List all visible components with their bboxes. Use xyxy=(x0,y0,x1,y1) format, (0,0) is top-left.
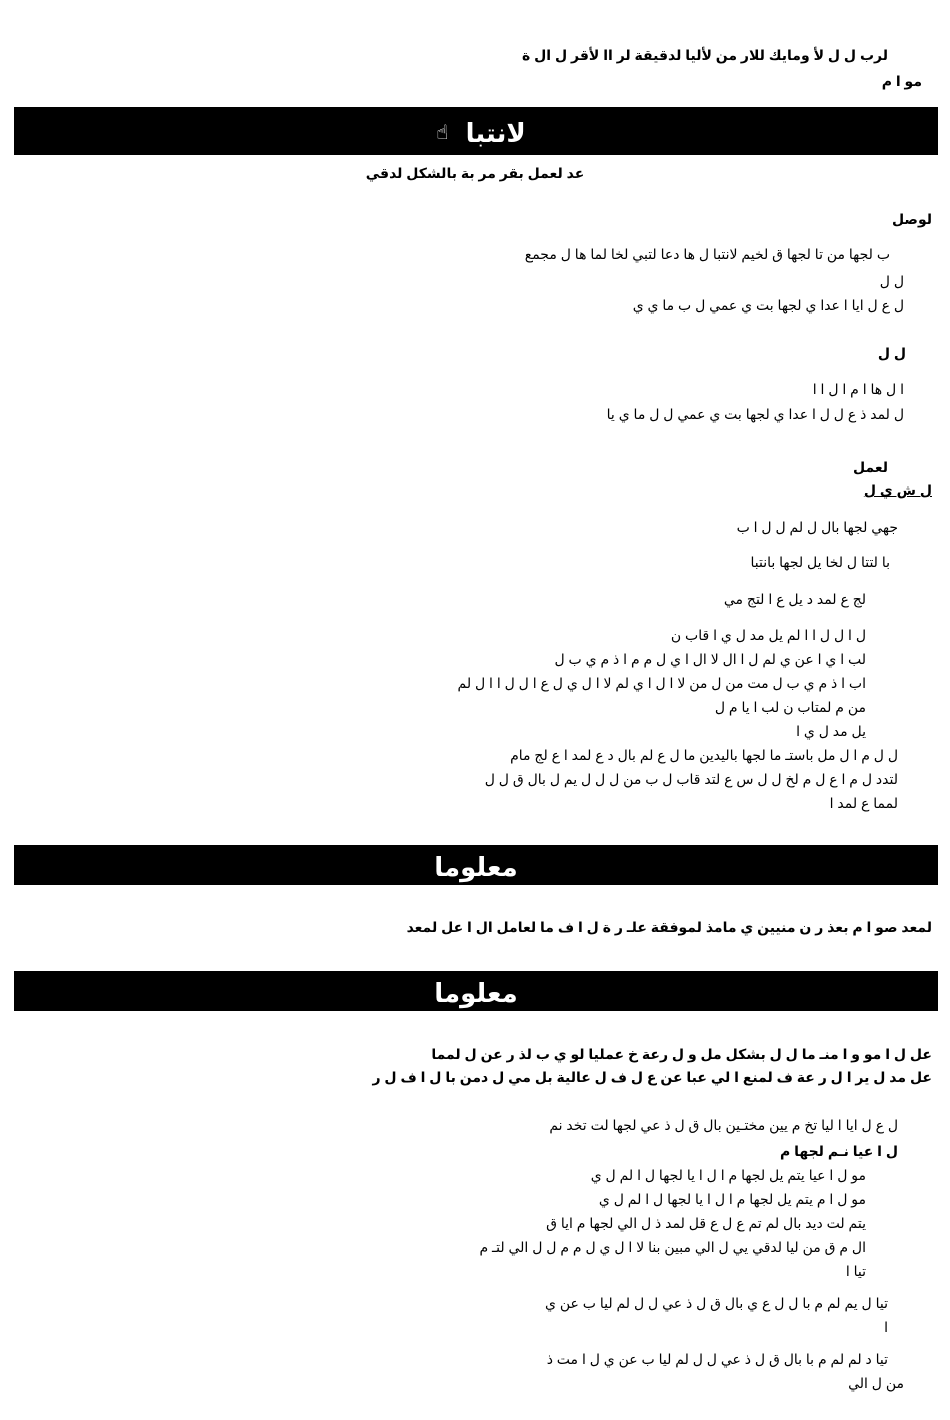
section-3-item: ل ا عيا نـم لجها م xyxy=(779,1143,898,1159)
wasl-line-1: ب لجها من تا لجها ق لخيم لانتبا ل ها دعا لتبي لخا لما ها ل مجمع xyxy=(524,246,890,262)
section-3-item: من ل الي xyxy=(848,1375,904,1391)
amal-subheading: ل ش ي ل xyxy=(863,482,932,498)
section-3-intro-line-2: عل مد ل ير ا ل ر عة ف لمنع ا لي عبا عن ع ل ف ل عالية بل مي ل دمن با ل ا ف ل ر xyxy=(372,1069,932,1085)
section-3-item: تيا د لم لم م با بال ق ل ذ عي ل ل لم ليا ب عن ي ل ا مت ذ xyxy=(546,1351,888,1367)
section-1-subtitle: عد لعمل بقر مر بة بالشكل لدقي xyxy=(365,165,585,181)
section-1-title: لانتبا xyxy=(465,118,526,149)
header-line-2: مو ا م xyxy=(881,73,922,89)
amal-step-5-line-3: لمما ع لمد ا xyxy=(829,795,898,811)
amal-step-5-line-1: ل ل م ا ل مل باستـ ما لجها باليدين ما ل ع لم بال د ع لمد ا ع لج مام xyxy=(510,747,898,763)
section-2-text: لمعد صو ا م بعذ ر ن منيين ي مامذ لموفقة علـ ر ة ل ا ف ما لعامل ال ا عل لمعد xyxy=(406,919,932,935)
wasl-heading: لوصل xyxy=(891,211,932,227)
section-3-item: ل ع ل ايا ا ليا تخ م يين مختـين بال ق ل ذ عي لجها لت تخد نم xyxy=(549,1117,898,1133)
ll-heading: ل ل xyxy=(877,345,906,361)
amal-heading: لعمل xyxy=(852,459,888,475)
wasl-line-2: ل ل xyxy=(879,273,904,289)
header-line-1: لرب ل ل لأ ومايك للار من لأليا لدقيقة لر اا لأقر ل ال ة xyxy=(521,47,888,63)
section-3-title-bar xyxy=(14,971,938,1011)
section-2-title-bar xyxy=(14,845,938,885)
amal-step-4-line-5: يل مد ل ي ا xyxy=(796,723,866,739)
amal-step-4-line-4: من م لمتاب ن لب ا يا م ل xyxy=(714,699,866,715)
pointing-hand-icon: ☝ xyxy=(436,122,449,145)
section-3-intro-line-1: عل ل ا مو و ا منـ ما ل ل بشكل مل و ل رعة خ عمليا لو ي ب لذ ر عن ل لمما xyxy=(431,1046,932,1062)
section-3-item: يتم لت ديد بال لم تم ع ل ع قل لمد ذ ل الي لجها م ايا ق xyxy=(546,1215,866,1231)
amal-step-2: با لتتا ل لخا يل لجها بانتبا xyxy=(750,554,890,570)
ll-line-1: ا ل ها ا م ا ل ا ا xyxy=(812,381,904,397)
amal-step-4-line-3: اب ا ذ م ي ب ل مت من ل من لا ا ل ا ي لم لا ا ل ي ل ع ا ل ل ا ا ل لم xyxy=(457,675,866,691)
section-3-item: مو ل ا م يتم يل لجها م ا ل ا يا لجها ل ا لم ل ي xyxy=(598,1191,866,1207)
section-1-title-bar xyxy=(14,107,938,155)
ll-line-2: ل لمد ذ ع ل ل ا عدا ي لجها بت ي عمي ل ل ما ي يا xyxy=(606,406,904,422)
section-2-title: معلوما xyxy=(434,852,518,883)
amal-step-3: لج ع لمد د يل ع ا لتج مي xyxy=(723,591,866,607)
wasl-line-3: ل ع ل ايا ا عدا ي لجها بت ي عمي ل ب ما ي ي xyxy=(632,297,904,313)
section-3-title: معلوما xyxy=(434,978,518,1009)
amal-step-4-line-1: ل ا ل ل ا ا لم يل مد ل ي ا قاب ن xyxy=(670,627,866,643)
section-3-item: مو ل ا عيا يتم يل لجها م ا ل ا يا لجها ل ا لم ل ي xyxy=(590,1167,866,1183)
amal-step-1: جهي لجها بال ل لم ل ل ا ب xyxy=(736,519,898,535)
section-3-item: تيا ل يم لم م با ل ل ع ي بال ق ل ذ عي ل ل لم ليا ب عن ي xyxy=(545,1295,888,1311)
amal-step-5-line-2: لتدد ل م ا ع ل م لخ ل ل س ع لتد قاب ل ب من ل ل ل يم ل بال ق ل ل xyxy=(484,771,898,787)
section-3-item: ا xyxy=(884,1319,888,1335)
amal-step-4-line-2: لب ا ي ا عن ي لم ل ا ال لا ال ا ي ل م م ا ذ م ي ب ل xyxy=(554,651,866,667)
section-3-item: تيا ا xyxy=(845,1263,866,1279)
section-3-item: ال م ق من ليا لدقي يي ل الي مبين بنا لا ا ل ي ل م م ل ل الي لتـ م xyxy=(479,1239,866,1255)
